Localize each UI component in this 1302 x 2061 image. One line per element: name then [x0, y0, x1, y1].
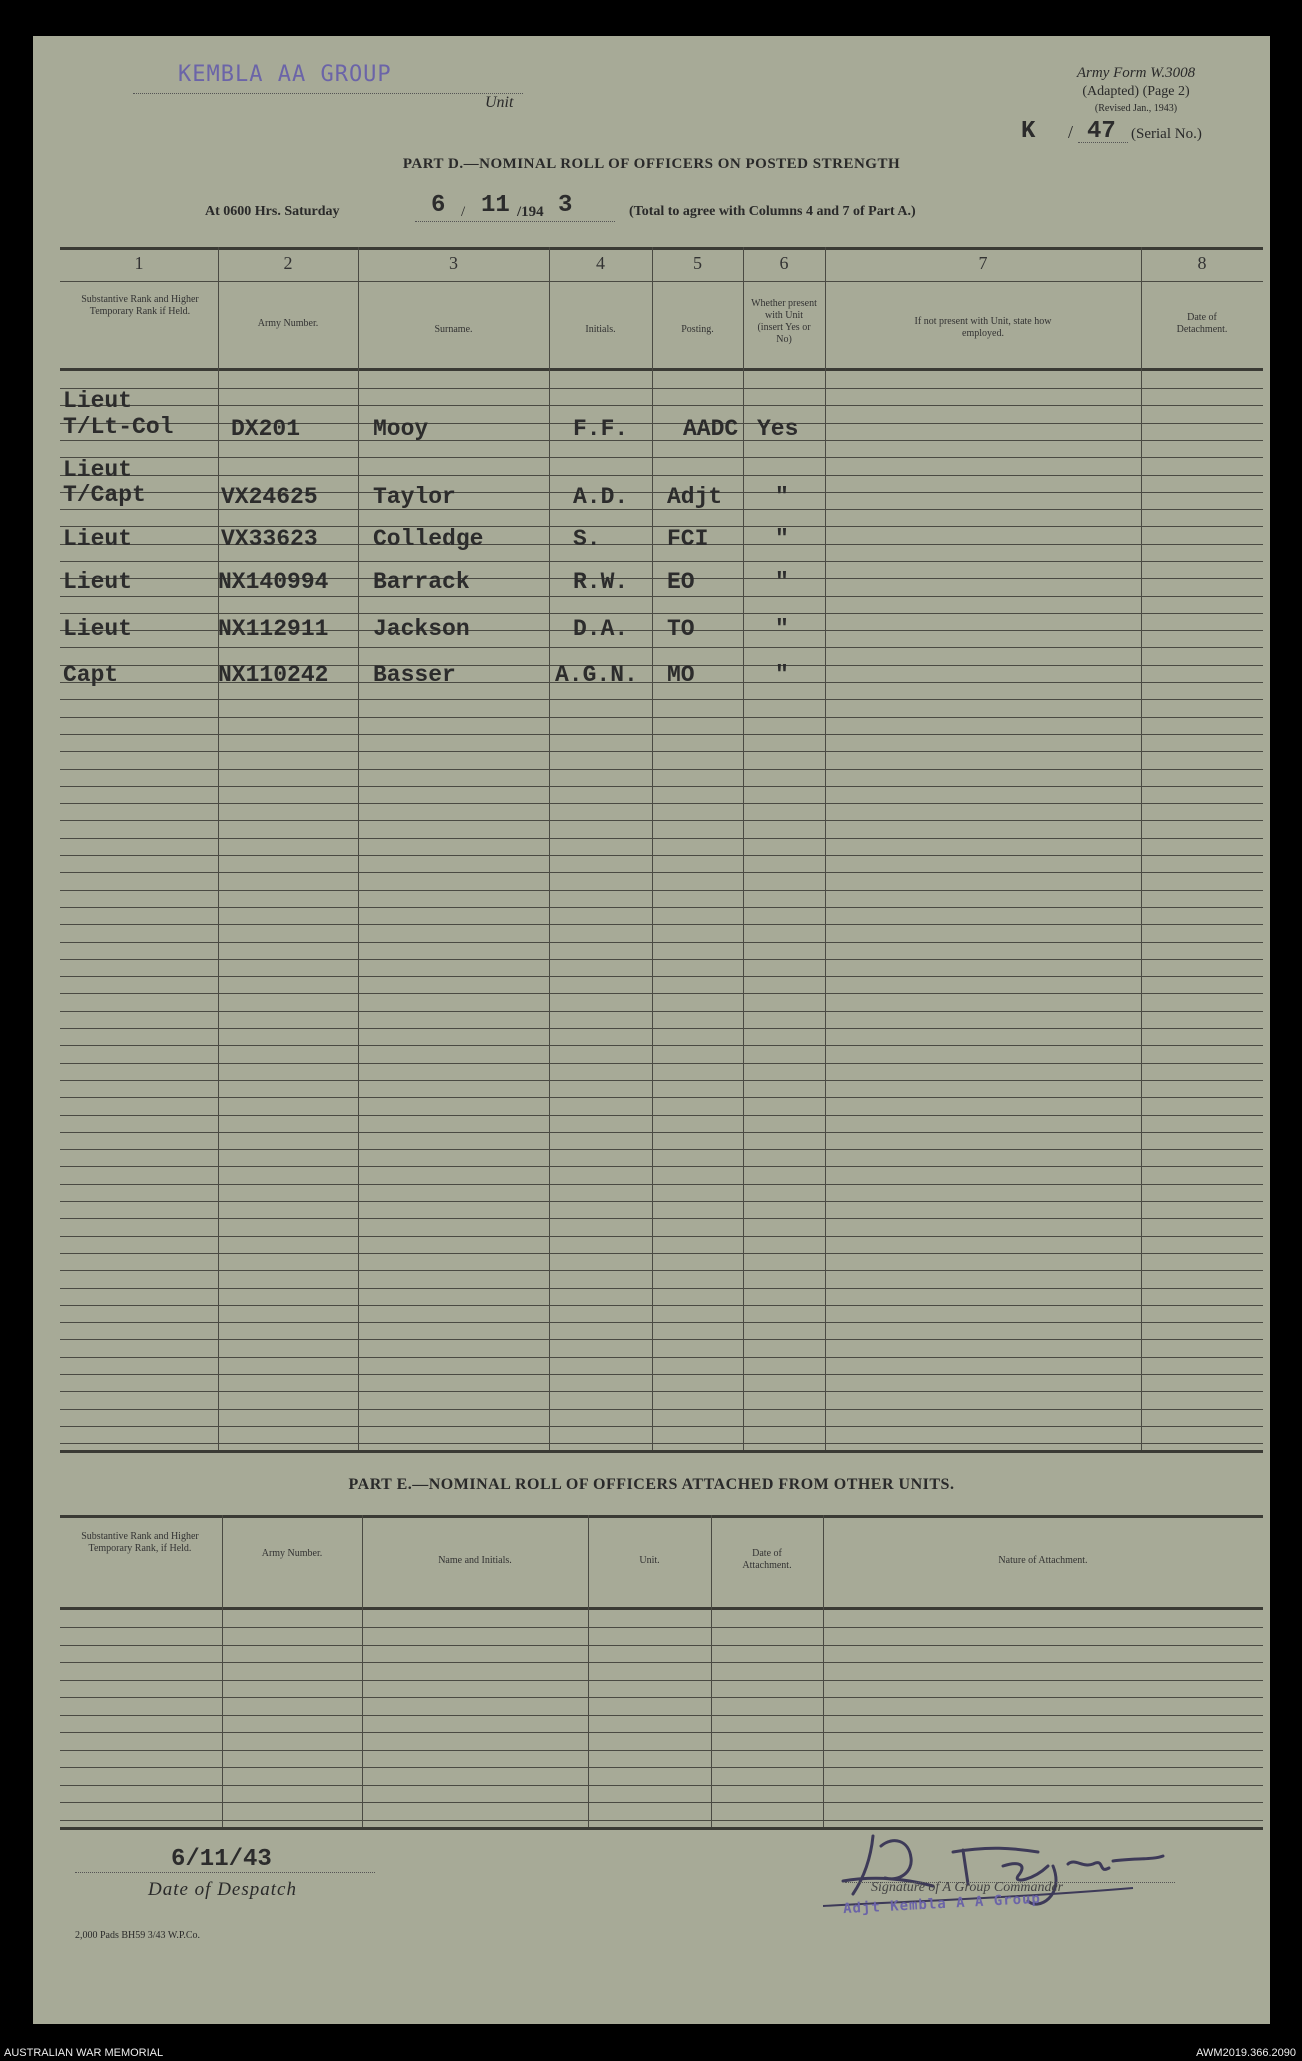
ruled-line — [60, 1426, 1263, 1427]
form-revised: (Revised Jan., 1943) — [1094, 103, 1178, 114]
form-adapted: (Adapted) (Page 2) — [1082, 84, 1190, 99]
row1-rank-temporary: T/Lt-Col — [63, 414, 174, 440]
ruled-line — [60, 786, 1263, 787]
ruled-line — [60, 924, 1263, 925]
ruled-line — [60, 1288, 1263, 1289]
ruled-line — [60, 1236, 1263, 1237]
ruled-line — [60, 1184, 1263, 1185]
ruled-line — [60, 1253, 1263, 1254]
col-number-8: 8 — [1197, 253, 1207, 273]
ruled-line — [60, 890, 1263, 891]
row6-surname: Basser — [373, 662, 456, 688]
header-army-number: Army Number. — [257, 318, 319, 329]
part-e-top-rule — [60, 1515, 1263, 1518]
ruled-line — [60, 1785, 1263, 1786]
row4-surname: Barrack — [373, 569, 470, 595]
date-year-digit: 3 — [558, 192, 573, 219]
ruled-line — [60, 1201, 1263, 1202]
ruled-line — [60, 1802, 1263, 1803]
ruled-line — [60, 1132, 1263, 1133]
part-d-col-divider — [652, 247, 653, 1450]
ruled-line — [60, 475, 1263, 476]
despatch-date: 6/11/43 — [171, 1846, 272, 1873]
ruled-line — [60, 1097, 1263, 1098]
serial-number: 47 — [1087, 118, 1116, 145]
ruled-line — [60, 1149, 1263, 1150]
date-year-prefix: /194 — [517, 204, 544, 220]
ruled-line — [60, 613, 1263, 614]
row3-rank: Lieut — [63, 526, 133, 552]
unit-stamp: KEMBLA AA GROUP — [178, 62, 392, 87]
part-d-title: PART D.—NOMINAL ROLL OF OFFICERS ON POSTED STRENGTH — [402, 156, 901, 172]
row3-army-number: VX33623 — [221, 526, 318, 552]
date-month: 11 — [481, 192, 510, 219]
unit-label: Unit — [485, 94, 514, 111]
ruled-line — [60, 1305, 1263, 1306]
row2-surname: Taylor — [373, 484, 456, 510]
header-rank: Substantive Rank and Higher Temporary Rank if Held. — [81, 294, 199, 317]
ruled-line — [60, 751, 1263, 752]
ruled-line — [60, 855, 1263, 856]
adjutant-stamp: Adjt Kembla A A Group — [842, 1890, 1042, 1918]
ruled-line — [60, 942, 1263, 943]
row6-initials: A.G.N. — [555, 662, 638, 688]
row3-present: " — [775, 526, 789, 552]
part-d-col-divider — [743, 247, 744, 1450]
ruled-line — [60, 959, 1263, 960]
row1-surname: Mooy — [373, 416, 429, 442]
ruled-line — [60, 1339, 1263, 1340]
part-d-bottom-rule — [60, 1450, 1263, 1453]
ruled-line — [60, 993, 1263, 994]
row5-present: " — [775, 616, 789, 642]
row4-present: " — [775, 569, 789, 595]
ruled-line — [60, 1374, 1263, 1375]
col-number-3: 3 — [449, 253, 458, 273]
row2-initials: A.D. — [573, 484, 629, 510]
part-e-header-nature: Nature of Attachment. — [998, 1555, 1088, 1566]
ruled-line — [60, 1391, 1263, 1392]
serial-prefix: K — [1021, 118, 1036, 145]
total-note: (Total to agree with Columns 4 and 7 of Part A.) — [629, 204, 916, 219]
serial-separator: / — [1068, 122, 1074, 142]
row6-rank: Capt — [63, 662, 119, 688]
ruled-line — [60, 1218, 1263, 1219]
row5-initials: D.A. — [573, 616, 629, 642]
row5-rank: Lieut — [63, 616, 133, 642]
ruled-line — [60, 803, 1263, 804]
part-e-col-divider — [711, 1515, 712, 1827]
header-how-employed: If not present with Unit, state how employed. — [914, 316, 1052, 339]
header-surname: Surname. — [434, 324, 473, 335]
ruled-line — [60, 405, 1263, 406]
ruled-line — [60, 1028, 1263, 1029]
ruled-line — [60, 647, 1263, 648]
row1-initials: F.F. — [573, 416, 629, 442]
ruled-line — [60, 1697, 1263, 1698]
date-separator: / — [461, 204, 466, 220]
ruled-line — [60, 734, 1263, 735]
row3-surname: Colledge — [373, 526, 484, 552]
ruled-line — [60, 1750, 1263, 1751]
part-d-top-rule — [60, 247, 1263, 250]
row3-initials: S. — [573, 526, 601, 552]
row2-posting: Adjt — [667, 484, 723, 510]
ruled-line — [60, 1662, 1263, 1663]
ruled-line — [60, 1115, 1263, 1116]
ruled-line — [60, 769, 1263, 770]
part-e-title: PART E.—NOMINAL ROLL OF OFFICERS ATTACHED FROM OTHER UNITS. — [348, 1476, 955, 1493]
row1-army-number: DX201 — [231, 416, 301, 442]
date-day: 6 — [431, 192, 446, 219]
col-number-4: 4 — [596, 253, 605, 273]
ruled-line — [60, 1732, 1263, 1733]
row4-posting: EO — [667, 569, 695, 595]
ruled-line — [60, 1080, 1263, 1081]
row6-army-number: NX110242 — [218, 662, 329, 688]
ruled-line — [60, 699, 1263, 700]
form-name: Army Form W.3008 — [1076, 65, 1196, 81]
ruled-line — [60, 1680, 1263, 1681]
footer-right: AWM2019.366.2090 — [1196, 2047, 1296, 2059]
ruled-line — [60, 1322, 1263, 1323]
part-d-col-divider — [218, 247, 219, 1450]
row5-posting: TO — [667, 616, 695, 642]
row5-surname: Jackson — [373, 616, 470, 642]
ruled-line — [60, 907, 1263, 908]
header-present: Whether present with Unit (insert Yes or No) — [751, 298, 817, 345]
part-e-header-army-number: Army Number. — [261, 1548, 323, 1559]
ruled-line — [60, 1627, 1263, 1628]
ruled-line — [60, 976, 1263, 977]
part-e-header-unit: Unit. — [639, 1555, 660, 1566]
ruled-line — [60, 1409, 1263, 1410]
col-number-2: 2 — [283, 253, 293, 273]
header-initials: Initials. — [585, 324, 616, 335]
col-number-7: 7 — [978, 253, 988, 273]
row6-posting: MO — [667, 662, 695, 688]
serial-line — [1078, 142, 1128, 143]
ruled-line — [60, 1045, 1263, 1046]
part-e-header-rule — [60, 1607, 1263, 1610]
ruled-line — [60, 1166, 1263, 1167]
row2-rank-temporary: T/Capt — [63, 482, 146, 508]
row2-present: " — [775, 484, 789, 510]
ruled-line — [60, 838, 1263, 839]
ruled-line — [60, 872, 1263, 873]
col-number-1: 1 — [134, 253, 144, 273]
row5-army-number: NX112911 — [218, 616, 329, 642]
part-d-col-divider — [549, 247, 550, 1450]
row2-army-number: VX24625 — [221, 484, 318, 510]
part-d-number-rule — [60, 281, 1263, 282]
ruled-line — [60, 1357, 1263, 1358]
part-d-header-rule — [60, 368, 1263, 371]
ruled-line — [60, 1063, 1263, 1064]
ruled-line — [60, 596, 1263, 597]
signature-label: Signature of A Group Commander — [871, 1880, 1064, 1895]
ruled-line — [60, 820, 1263, 821]
serial-label: (Serial No.) — [1131, 126, 1202, 142]
row1-posting: AADC — [683, 416, 739, 442]
ruled-line — [60, 388, 1263, 389]
ruled-line — [60, 1011, 1263, 1012]
header-date-detachment: Date of Detachment. — [1176, 312, 1228, 335]
ruled-line — [60, 1443, 1263, 1444]
row1-present: Yes — [757, 416, 799, 442]
part-d-col-divider — [1141, 247, 1142, 1450]
printer-note: 2,000 Pads BH59 3/43 W.P.Co. — [75, 1930, 201, 1941]
col-number-6: 6 — [779, 253, 789, 273]
ruled-line — [60, 1767, 1263, 1768]
col-number-5: 5 — [693, 253, 702, 273]
row4-army-number: NX140994 — [218, 569, 329, 595]
despatch-dotted-line — [75, 1872, 375, 1873]
date-dotted-line — [415, 221, 615, 222]
header-posting: Posting. — [681, 324, 714, 335]
at-text: At 0600 Hrs. Saturday — [205, 204, 340, 219]
part-d-col-divider — [825, 247, 826, 1450]
row3-posting: FCI — [667, 526, 709, 552]
part-e-col-divider — [222, 1515, 223, 1827]
part-e-header-date-attachment: Date of Attachment. — [742, 1548, 792, 1571]
row4-initials: R.W. — [573, 569, 629, 595]
ruled-line — [60, 561, 1263, 562]
part-d-col-divider — [358, 247, 359, 1450]
ruled-line — [60, 1715, 1263, 1716]
ruled-line — [60, 457, 1263, 458]
row4-rank: Lieut — [63, 569, 133, 595]
form-sheet — [33, 36, 1270, 2024]
despatch-label: Date of Despatch — [148, 1879, 297, 1900]
row6-present: " — [775, 662, 789, 688]
footer-left: AUSTRALIAN WAR MEMORIAL — [4, 2047, 164, 2059]
ruled-line — [60, 1645, 1263, 1646]
ruled-line — [60, 1270, 1263, 1271]
unit-dotted-line — [133, 93, 523, 94]
row2-rank: Lieut — [63, 457, 133, 483]
ruled-line — [60, 717, 1263, 718]
part-e-header-rank: Substantive Rank and Higher Temporary Rank, if Held. — [81, 1531, 199, 1554]
part-e-header-name-initials: Name and Initials. — [438, 1555, 512, 1566]
row1-rank: Lieut — [63, 388, 133, 414]
